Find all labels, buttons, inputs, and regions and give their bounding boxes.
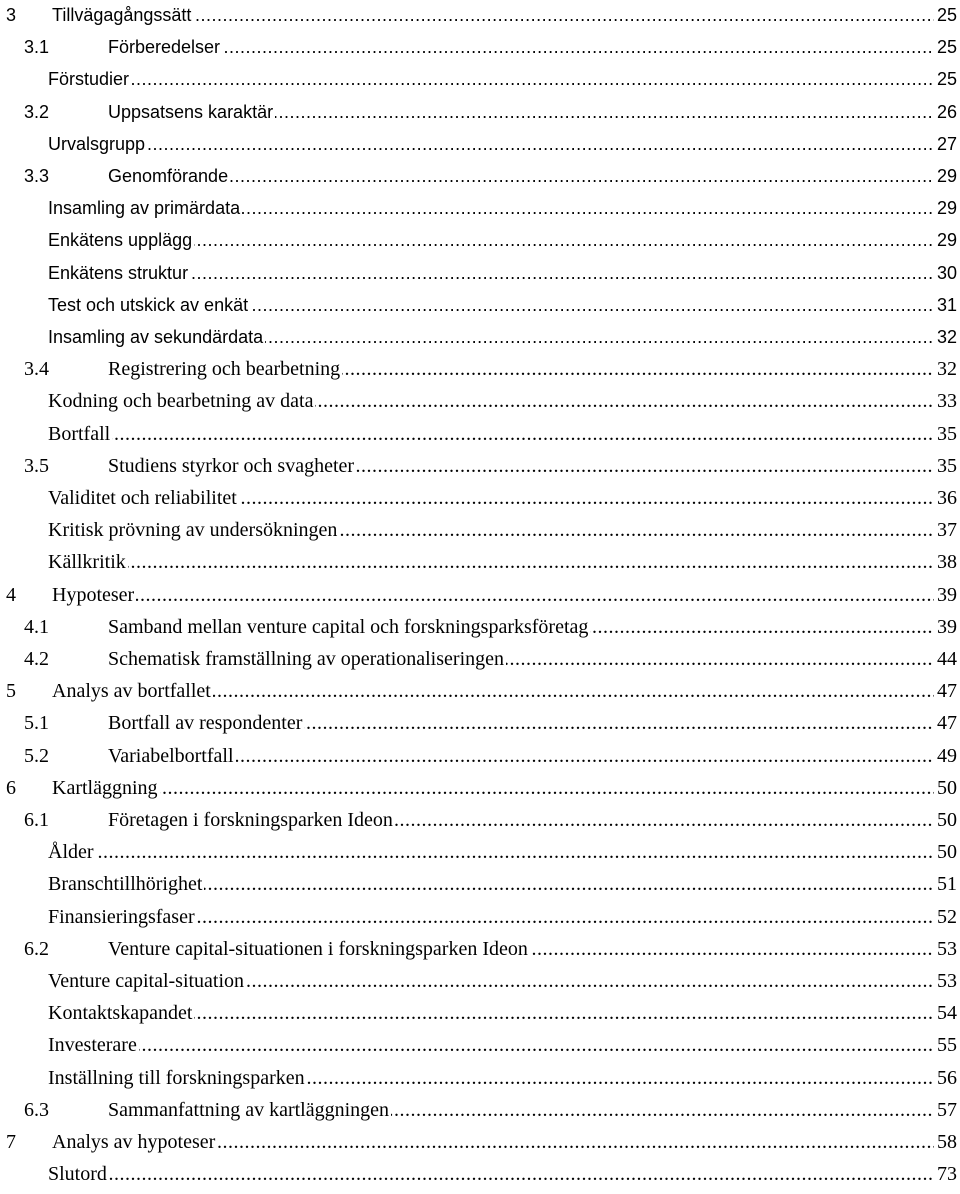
toc-entry-title: Enkätens upplägg — [48, 225, 194, 255]
toc-entry[interactable] — [0, 225, 960, 255]
toc-entry-page: 54 — [937, 998, 957, 1028]
toc-entry-number: 3.1 — [24, 37, 50, 58]
toc-entry-title: Bortfall — [48, 419, 112, 449]
toc-entry-title: Kontaktskapandet — [48, 998, 194, 1028]
toc-entry-title: Test och utskick av enkät — [48, 290, 250, 320]
toc-leader-dots — [48, 419, 934, 449]
toc-entry-title: Investerare — [48, 1030, 139, 1060]
toc-leader-dots — [48, 547, 934, 577]
toc-entry[interactable] — [0, 1095, 960, 1125]
toc-entry-page: 25 — [937, 0, 957, 30]
toc-entry[interactable] — [0, 1127, 960, 1157]
toc-entry-number: 5.1 — [24, 712, 49, 735]
toc-entry[interactable] — [0, 644, 960, 674]
toc-entry[interactable] — [0, 129, 960, 159]
toc-entry-number: 3.2 — [24, 101, 50, 122]
toc-entry-title: Källkritik — [48, 547, 128, 577]
toc-leader-dots — [52, 773, 934, 803]
toc-entry-page: 30 — [937, 258, 957, 288]
toc-entry[interactable] — [0, 708, 960, 738]
toc-entry-title: Uppsatsens karaktär — [108, 97, 275, 127]
toc-entry-page: 29 — [937, 225, 957, 255]
toc-entry-title: Ålder — [48, 837, 96, 867]
toc-entry-page: 58 — [937, 1127, 957, 1157]
toc-entry-page: 33 — [937, 386, 957, 416]
toc-entry-number: 6.1 — [24, 809, 49, 831]
toc-entry[interactable] — [0, 97, 960, 127]
toc-entry[interactable] — [0, 515, 960, 545]
toc-entry[interactable] — [0, 773, 960, 803]
toc-entry[interactable] — [0, 612, 960, 642]
toc-entry[interactable] — [0, 32, 960, 62]
toc-entry-number: 6 — [6, 776, 16, 799]
toc-entry-page: 27 — [937, 129, 957, 159]
toc-entry-number: 4.2 — [24, 648, 49, 670]
toc-entry-page: 47 — [937, 708, 957, 738]
toc-entry[interactable] — [0, 451, 960, 481]
toc-entry-page: 39 — [937, 612, 957, 642]
toc-entry-page: 25 — [937, 64, 957, 94]
toc-entry[interactable] — [0, 0, 960, 30]
toc-entry-title: Venture capital-situationen i forskningsparken Ideon — [108, 934, 530, 964]
toc-entry[interactable] — [0, 354, 960, 384]
toc-entry-page: 31 — [937, 290, 957, 320]
toc-entry-title: Genomförande — [108, 161, 230, 191]
toc-entry-page: 32 — [937, 322, 957, 352]
toc-entry-title: Enkätens struktur — [48, 258, 190, 288]
toc-entry-title: Analys av bortfallet — [52, 676, 213, 706]
toc-entry-title: Förstudier — [48, 64, 131, 94]
toc-entry[interactable] — [0, 290, 960, 320]
toc-entry[interactable] — [0, 483, 960, 513]
toc-entry-title: Validitet och reliabilitet — [48, 483, 239, 513]
toc-leader-dots — [48, 64, 934, 94]
toc-entry[interactable] — [0, 1159, 960, 1189]
toc-entry-title: Hypoteser — [52, 580, 136, 610]
toc-entry-page: 50 — [937, 837, 957, 867]
toc-entry-page: 57 — [937, 1095, 957, 1125]
toc-entry-page: 32 — [937, 354, 957, 384]
toc-entry-title: Kartläggning — [52, 773, 160, 803]
toc-entry-page: 52 — [937, 902, 957, 932]
toc-entry-number: 4 — [6, 583, 16, 606]
toc-entry-title: Branschtillhörighet — [48, 869, 204, 899]
toc-entry[interactable] — [0, 966, 960, 996]
toc-entry-page: 56 — [937, 1063, 957, 1093]
toc-entry-number: 5 — [6, 680, 16, 703]
toc-entry-title: Kodning och bearbetning av data — [48, 386, 315, 416]
toc-entry-title: Bortfall av respondenter — [108, 708, 304, 738]
toc-entry[interactable] — [0, 547, 960, 577]
toc-entry-number: 7 — [6, 1131, 16, 1153]
toc-entry[interactable] — [0, 1063, 960, 1093]
toc-entry-page: 50 — [937, 805, 957, 835]
toc-entry-title: Registrering och bearbetning — [108, 354, 342, 384]
toc-leader-dots — [48, 1159, 934, 1189]
toc-entry-page: 39 — [937, 580, 957, 610]
toc-entry-number: 3.4 — [24, 358, 49, 381]
toc-entry-page: 50 — [937, 773, 957, 803]
toc-entry-number: 5.2 — [24, 744, 49, 767]
toc-entry-page: 55 — [937, 1030, 957, 1060]
toc-entry-title: Analys av hypoteser — [52, 1127, 217, 1157]
toc-entry[interactable] — [0, 322, 960, 352]
toc-entry-page: 73 — [937, 1159, 957, 1189]
toc-entry[interactable] — [0, 837, 960, 867]
toc-entry-title: Schematisk framställning av operationaliseringen — [108, 644, 506, 674]
toc-entry-number: 6.3 — [24, 1098, 49, 1121]
toc-entry[interactable] — [0, 869, 960, 899]
toc-entry[interactable] — [0, 258, 960, 288]
toc-entry-page: 29 — [937, 161, 957, 191]
toc-entry-number: 3.3 — [24, 166, 50, 186]
toc-entry-title: Urvalsgrupp — [48, 129, 147, 159]
toc-entry-title: Variabelbortfall — [108, 741, 236, 771]
toc-leader-dots — [52, 580, 934, 610]
toc-entry-title: Sammanfattning av kartläggningen — [108, 1095, 391, 1125]
toc-entry[interactable] — [0, 676, 960, 706]
toc-entry[interactable] — [0, 805, 960, 835]
toc-entry-title: Slutord — [48, 1159, 109, 1189]
toc-entry-page: 25 — [937, 32, 957, 62]
toc-entry-title: Studiens styrkor och svagheter — [108, 451, 356, 481]
toc-entry-title: Finansieringsfaser — [48, 902, 197, 932]
toc-entry-number: 3 — [6, 5, 17, 25]
toc-entry[interactable] — [0, 419, 960, 449]
toc-entry-page: 26 — [937, 97, 957, 127]
toc-entry[interactable] — [0, 193, 960, 223]
toc-entry-page: 44 — [937, 644, 957, 674]
toc-entry-page: 36 — [937, 483, 957, 513]
toc-entry-title: Företagen i forskningsparken Ideon — [108, 805, 395, 835]
toc-entry[interactable] — [0, 902, 960, 932]
toc-entry-title: Venture capital-situation — [48, 966, 246, 996]
toc-leader-dots — [108, 161, 934, 191]
toc-leader-dots — [48, 1030, 934, 1060]
toc-leader-dots — [108, 32, 934, 62]
toc-entry-title: Förberedelser — [108, 32, 222, 62]
toc-entry-page: 37 — [937, 515, 957, 545]
toc-entry[interactable] — [0, 161, 960, 191]
toc-entry-title: Insamling av sekundärdata — [48, 322, 265, 352]
toc-entry[interactable] — [0, 934, 960, 964]
toc-entry[interactable] — [0, 1030, 960, 1060]
toc-entry-page: 38 — [937, 547, 957, 577]
toc-entry-page: 35 — [937, 419, 957, 449]
toc-entry[interactable] — [0, 741, 960, 771]
toc-entry[interactable] — [0, 580, 960, 610]
toc-entry-page: 53 — [937, 934, 957, 964]
toc-entry-title: Samband mellan venture capital och forskningsparksföretag — [108, 612, 590, 642]
toc-entry-title: Kritisk prövning av undersökningen — [48, 515, 339, 545]
toc-entry-title: Tillvägagångssätt — [52, 0, 193, 30]
toc-entry[interactable] — [0, 64, 960, 94]
toc-entry-page: 53 — [937, 966, 957, 996]
toc-entry-title: Insamling av primärdata — [48, 193, 242, 223]
toc-entry-page: 47 — [937, 676, 957, 706]
toc-entry-page: 29 — [937, 193, 957, 223]
toc-leader-dots — [48, 837, 934, 867]
toc-entry-number: 3.5 — [24, 454, 49, 477]
toc-entry-page: 51 — [937, 869, 957, 899]
toc-entry[interactable] — [0, 998, 960, 1028]
toc-entry-number: 4.1 — [24, 615, 49, 638]
toc-entry-page: 35 — [937, 451, 957, 481]
toc-entry-number: 6.2 — [24, 937, 49, 960]
toc-entry-title: Inställning till forskningsparken — [48, 1063, 307, 1093]
toc-leader-dots — [48, 129, 934, 159]
toc-entry-page: 49 — [937, 741, 957, 771]
toc-entry[interactable] — [0, 386, 960, 416]
